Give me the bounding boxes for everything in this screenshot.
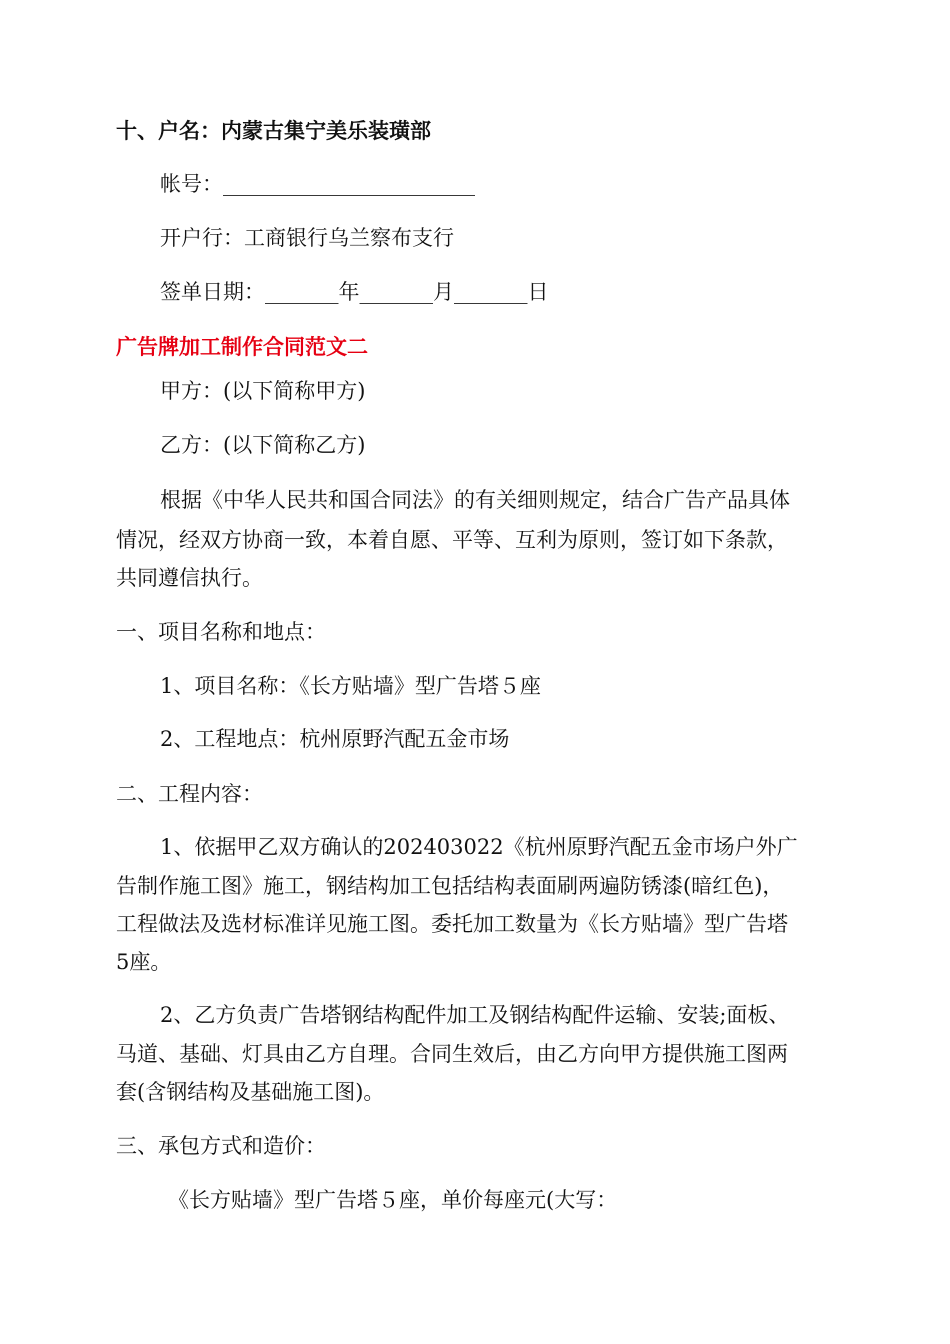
clause-three-heading: 三、承包方式和造价：: [116, 1134, 326, 1158]
clause-one-heading: 一、项目名称和地点：: [116, 620, 326, 644]
content-item2-line-1: 2、乙方负责广告塔钢结构配件加工及钢结构配件运输、安装;面板、: [160, 1003, 790, 1027]
content-item2-line-2: 马道、基础、灯具由乙方自理。合同生效后，由乙方向甲方提供施工图两: [116, 1042, 788, 1066]
project-location-line: 2、工程地点：杭州原野汽配五金市场: [160, 727, 510, 751]
clause-two-heading: 二、工程内容：: [116, 782, 263, 806]
project-name-line: 1、项目名称：《长方贴墙》型广告塔５座: [160, 674, 541, 698]
account-name-heading: 十、户名：内蒙古集宁美乐装璜部: [116, 119, 431, 143]
intro-paragraph-line-1: 根据《中华人民共和国合同法》的有关细则规定，结合广告产品具体: [160, 488, 790, 512]
price-line: 《长方贴墙》型广告塔５座，单价每座元(大写：: [168, 1188, 618, 1212]
intro-paragraph-line-3: 共同遵信执行。: [116, 566, 263, 590]
content-item1-line-2: 告制作施工图》施工，钢结构加工包括结构表面刷两遍防锈漆(暗红色)，: [116, 874, 784, 898]
party-a-line: 甲方：(以下简称甲方): [160, 379, 366, 403]
content-item2-line-3: 套(含钢结构及基础施工图)。: [116, 1080, 385, 1104]
intro-paragraph-line-2: 情况，经双方协商一致，本着自愿、平等、互利为原则，签订如下条款，: [116, 528, 788, 552]
sign-date-line: 签单日期：_______年_______月_______日: [160, 280, 549, 304]
content-item1-line-3: 工程做法及选材标准详见施工图。委托加工数量为《长方贴墙》型广告塔: [116, 912, 788, 936]
account-number-line: 帐号：________________________: [160, 172, 475, 196]
section-title: 广告牌加工制作合同范文二: [116, 335, 368, 359]
bank-branch-line: 开户行：工商银行乌兰察布支行: [160, 226, 454, 250]
content-item1-line-4: 5座。: [116, 950, 172, 974]
party-b-line: 乙方：(以下简称乙方): [160, 433, 366, 457]
content-item1-line-1: 1、依据甲乙双方确认的202403022《杭州原野汽配五金市场户外广: [160, 835, 798, 859]
